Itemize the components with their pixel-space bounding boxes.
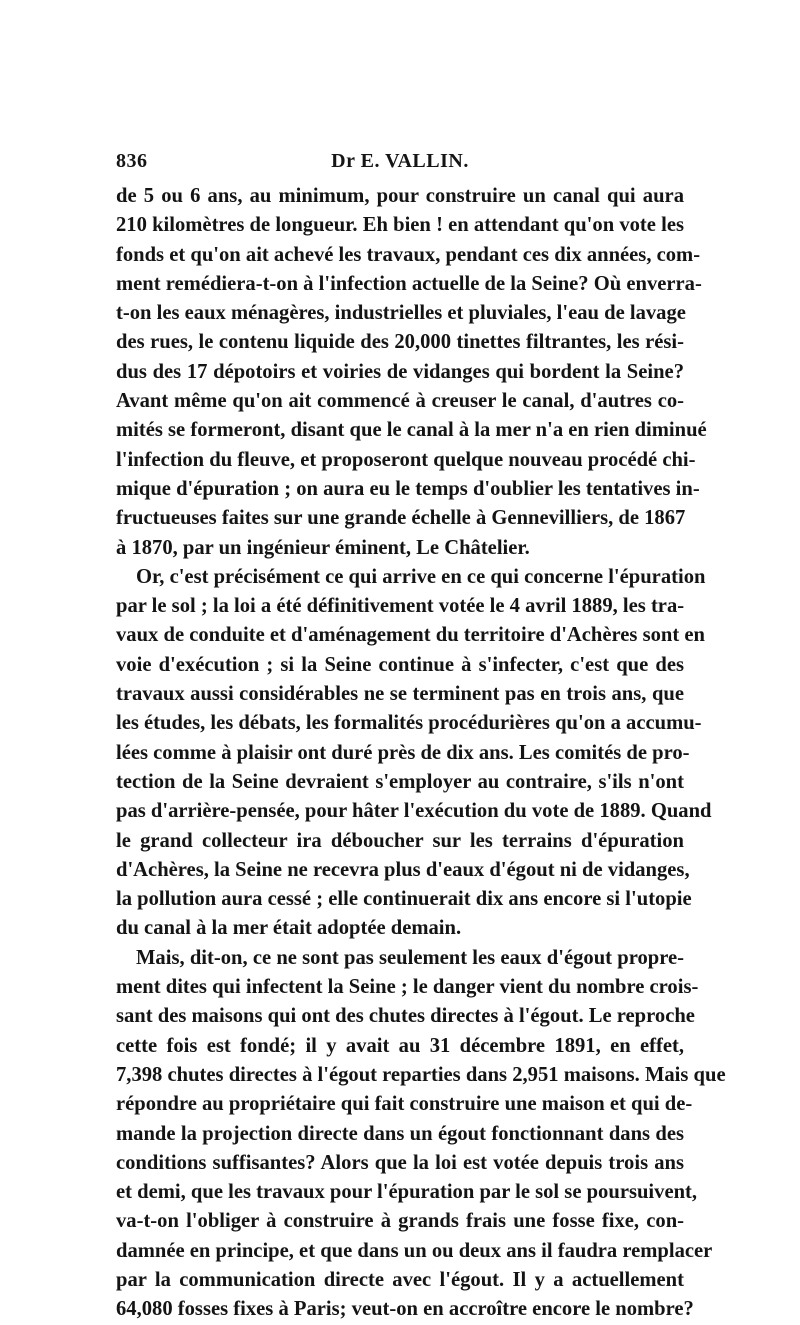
text-line: d'Achères, la Seine ne recevra plus d'eaux d'égout ni de vidanges, <box>116 858 690 881</box>
text-line: sant des maisons qui ont des chutes directes à l'égout. Le reproche <box>116 1005 695 1028</box>
text-line: pas d'arrière-pensée, pour hâter l'exécution du vote de 1889. Quand <box>116 800 712 823</box>
text-line: mités se formeront, disant que le canal à la mer n'a en rien diminué <box>116 419 707 442</box>
text-line: ment dites qui infectent la Seine ; le danger vient du nombre crois- <box>116 976 699 999</box>
text-line: ment remédiera-t-on à l'infection actuelle de la Seine? Où enverra- <box>116 272 702 295</box>
text-line: de 5 ou 6 ans, au minimum, pour construire un canal qui aura <box>116 185 684 207</box>
text-line: le grand collecteur ira déboucher sur les terrains d'épuration <box>116 829 684 852</box>
text-line: 64,080 fosses fixes à Paris; veut-on en accroître encore le nombre? <box>116 1298 694 1321</box>
text-line: par le sol ; la loi a été définitivement votée le 4 avril 1889, les tra- <box>116 595 685 618</box>
paragraph <box>116 563 712 944</box>
text-line: par la communication directe avec l'égout. Il y a actuellement <box>116 1268 684 1291</box>
page-header <box>116 150 684 178</box>
text-line: et demi, que les travaux pour l'épuration par le sol se poursuivent, <box>116 1181 698 1204</box>
text-line: lées comme à plaisir ont duré près de dix ans. Les comités de pro- <box>116 741 690 764</box>
body-text <box>116 182 726 1325</box>
page-number: 836 <box>116 150 148 172</box>
text-line: cette fois est fondé; il y avait au 31 décembre 1891, en effet, <box>116 1034 684 1057</box>
text-line: tection de la Seine devraient s'employer au contraire, s'ils n'ont <box>116 770 684 793</box>
text-line: voie d'exécution ; si la Seine continue à s'infecter, c'est que des <box>116 653 684 676</box>
text-line: fonds et qu'on ait achevé les travaux, pendant ces dix années, com- <box>116 243 701 266</box>
text-line: mique d'épuration ; on aura eu le temps d'oublier les tentatives in- <box>116 477 700 500</box>
text-line: conditions suffisantes? Alors que la loi est votée depuis trois ans <box>116 1151 684 1174</box>
text-line: mande la projection directe dans un égout fonctionnant dans des <box>116 1122 684 1145</box>
text-line: t-on les eaux ménagères, industrielles et pluviales, l'eau de lavage <box>116 302 686 325</box>
text-line: du canal à la mer était adoptée demain. <box>116 917 462 940</box>
text-line: vaux de conduite et d'aménagement du territoire d'Achères sont en <box>116 624 705 647</box>
text-line: Mais, dit-on, ce ne sont pas seulement les eaux d'égout propre- <box>136 946 684 969</box>
running-head-author: Dr E. VALLIN. <box>331 150 469 172</box>
text-line: Or, c'est précisément ce qui arrive en ce qui concerne l'épuration <box>136 565 706 588</box>
text-line: la pollution aura cessé ; elle continuerait dix ans encore si l'utopie <box>116 888 692 911</box>
text-line: à 1870, par un ingénieur éminent, Le Châtelier. <box>116 536 530 559</box>
text-line: damnée en principe, et que dans un ou deux ans il faudra remplacer <box>116 1239 713 1262</box>
text-line: Avant même qu'on ait commencé à creuser le canal, d'autres co- <box>116 390 684 413</box>
text-line: travaux aussi considérables ne se terminent pas en trois ans, que <box>116 683 684 706</box>
text-line: dus des 17 dépotoirs et voiries de vidanges qui bordent la Seine? <box>116 360 684 383</box>
text-line: 7,398 chutes directes à l'égout reparties dans 2,951 maisons. Mais que <box>116 1063 726 1086</box>
text-line: fructueuses faites sur une grande échelle à Gennevilliers, de 1867 <box>116 507 686 530</box>
text-line: l'infection du fleuve, et proposeront quelque nouveau procédé chi- <box>116 448 696 471</box>
text-line: les études, les débats, les formalités procédurières qu'on a accumu- <box>116 712 702 735</box>
text-line: répondre au propriétaire qui fait construire une maison et qui de- <box>116 1093 693 1116</box>
text-line: va-t-on l'obliger à construire à grands frais une fosse fixe, con- <box>116 1210 684 1233</box>
text-line: des rues, le contenu liquide des 20,000 tinettes filtrantes, les rési- <box>116 331 684 354</box>
paragraph <box>116 182 707 563</box>
paragraph <box>116 944 726 1325</box>
text-line: 210 kilomètres de longueur. Eh bien ! en attendant qu'on vote les <box>116 214 684 237</box>
